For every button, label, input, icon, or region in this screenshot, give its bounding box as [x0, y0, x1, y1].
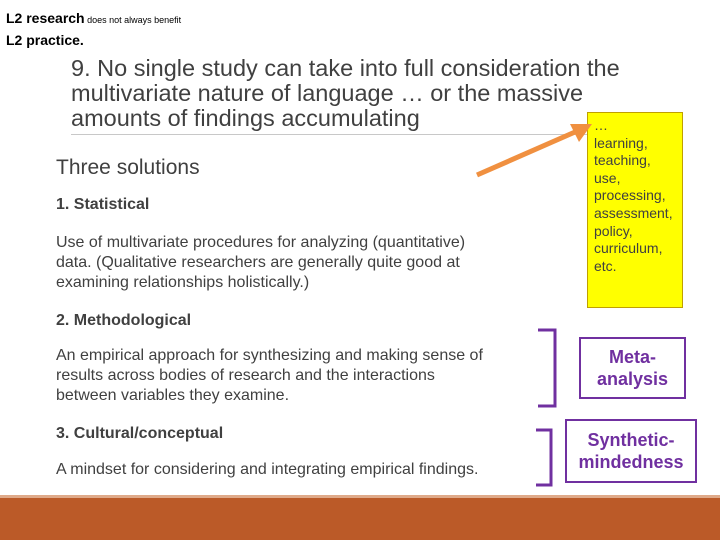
callout-line: use, — [594, 169, 621, 186]
callout-line: processing, — [594, 187, 666, 204]
callout-line: teaching, — [594, 152, 651, 169]
box-line: Meta- — [608, 347, 656, 367]
text-line: Use of multivariate procedures for analyzing (quantitative) — [56, 234, 466, 251]
bracket-icon — [536, 430, 551, 485]
meta-analysis-box — [579, 337, 686, 399]
title-line-3: amounts of findings accumulating — [71, 105, 420, 131]
solution-cultural-label: 3. Cultural/conceptual — [56, 425, 224, 442]
corner-note-line2: L2 practice. — [6, 32, 84, 48]
callout-line: policy, — [594, 222, 633, 239]
text-line: examining relationships holistically.) — [56, 274, 310, 291]
callout-line: etc. — [594, 257, 617, 274]
text-line: An empirical approach for synthesizing and making sense of — [56, 347, 483, 364]
corner-note-bold: L2 research — [6, 10, 85, 26]
box-line: mindedness — [578, 452, 684, 472]
footer-bar — [0, 498, 720, 540]
solution-statistical-label: 1. Statistical — [56, 196, 150, 213]
corner-note-small: does not always benefit — [84, 15, 182, 25]
solution-cultural-text: A mindset for considering and integrating empirical findings. — [56, 461, 479, 478]
solution-statistical-text — [56, 233, 465, 293]
callout-line: … — [594, 117, 608, 133]
section-heading: Three solutions — [56, 156, 200, 179]
box-line: analysis — [596, 369, 669, 389]
box-line: Synthetic- — [587, 430, 675, 450]
arrow-icon — [477, 124, 592, 175]
synthetic-mindedness-box — [565, 419, 697, 483]
text-line: results across bodies of research and the interactions — [56, 367, 435, 384]
title-line-1: 9. No single study can take into full consideration the — [71, 55, 620, 81]
callout-line: curriculum, — [594, 240, 663, 257]
text-line: between variables they examine. — [56, 387, 290, 404]
solution-methodological-text — [56, 346, 483, 406]
callout-line: assessment, — [594, 204, 673, 221]
title-line-2: multivariate nature of language … or the massive — [71, 80, 584, 106]
bracket-icon — [538, 330, 555, 406]
solution-methodological-label: 2. Methodological — [56, 312, 192, 329]
text-line: data. (Qualitative researchers are generally quite good at — [56, 254, 460, 271]
callout-line: learning, — [594, 134, 648, 151]
